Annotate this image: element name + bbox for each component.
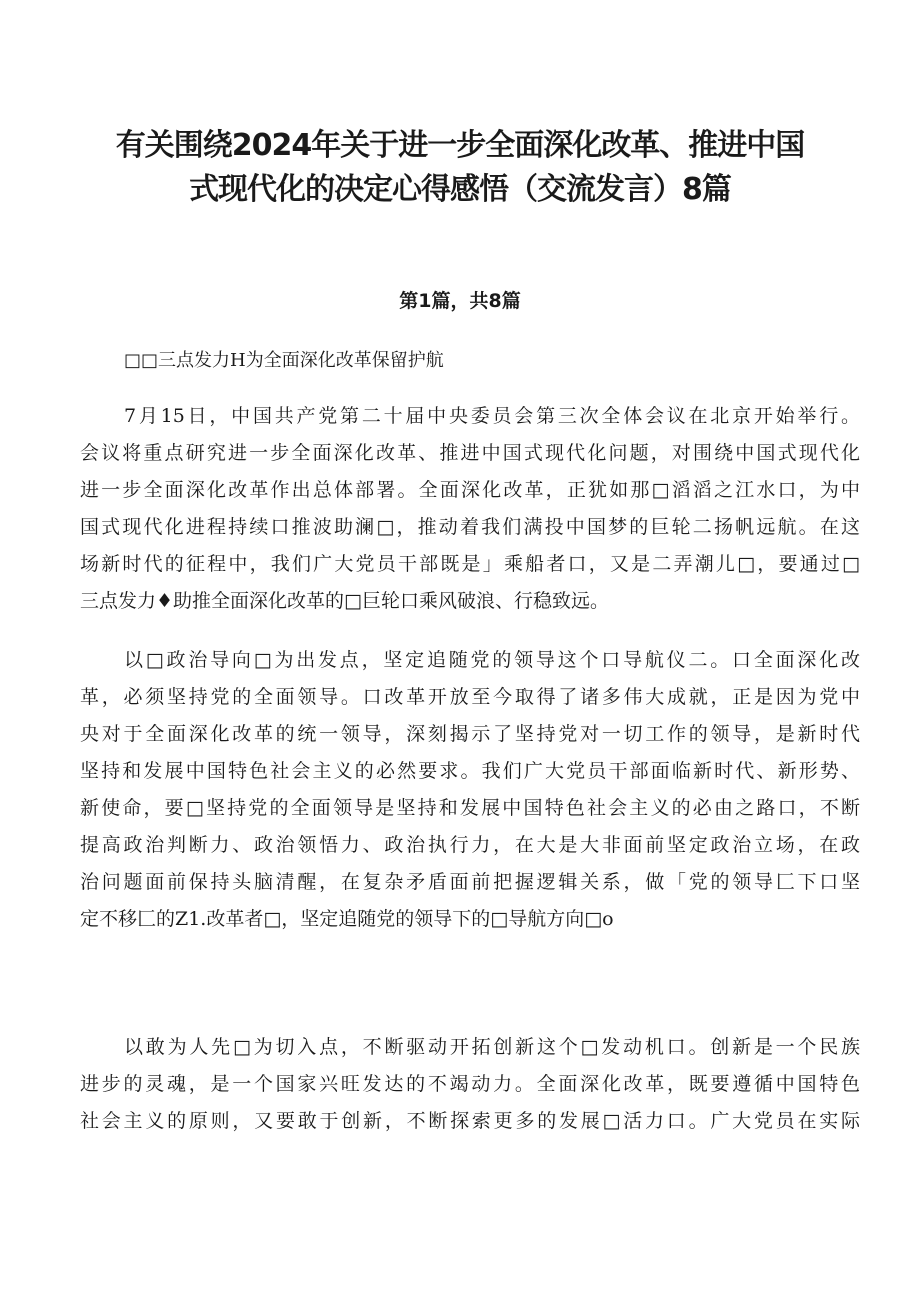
document-title-line-1: 有关围绕2024年关于进一步全面深化改革、推进中国 [115,128,805,163]
paragraph-line: 社会主义的原则，又要敢于创新，不断探索更多的发展□活力口。广大党员在实际 [80,1110,860,1132]
part-label: 第1篇，共8篇 [399,290,521,312]
paragraph-1 [80,398,860,620]
document-title-line-2: 式现代化的决定心得感悟（交流发言）8篇 [189,172,731,207]
paragraph-line: 国式现代化进程持续口推波助澜□，推动着我们满投中国梦的巨轮二扬帆远航。在这 [80,516,860,538]
section-heading: □□三点发力H为全面深化改革保留护航 [124,350,444,371]
paragraph-line: 进步的灵魂，是一个国家兴旺发达的不竭动力。全面深化改革，既要遵循中国特色 [80,1073,860,1095]
paragraph-line: 会议将重点研究进一步全面深化改革、推进中国式现代化问题，对围绕中国式现代化 [80,442,860,464]
paragraph-line: 治问题面前保持头脑清醒，在复杂矛盾面前把握逻辑关系，做「党的领导匚下口坚 [80,871,860,893]
paragraph-line: 新使命，要□坚持党的全面领导是坚持和发展中国特色社会主义的必由之路口，不断 [80,797,860,819]
paragraph-line: 以敢为人先□为切入点，不断驱动开拓创新这个□发动机口。创新是一个民族 [124,1036,860,1058]
paragraph-line: 场新时代的征程中，我们广大党员干部既是」乘船者口，又是二弄潮儿□，要通过□ [80,553,860,575]
paragraph-line: 进一步全面深化改革作出总体部署。全面深化改革，正犹如那□滔滔之江水口，为中 [80,479,860,501]
paragraph-line: 坚持和发展中国特色社会主义的必然要求。我们广大党员干部面临新时代、新形势、 [80,760,860,782]
paragraph-line: 定不移匚的Z1.改革者□，坚定追随党的领导下的□导航方向□o [80,908,614,930]
paragraph-line: 三点发力♦助推全面深化改革的□巨轮口乘风破浪、行稳致远。 [80,590,609,612]
paragraph-line: 革，必须坚持党的全面领导。口改革开放至今取得了诸多伟大成就，正是因为党中 [80,686,860,708]
paragraph-line: 7月15日，中国共产党第二十届中央委员会第三次全体会议在北京开始举行。 [124,405,860,427]
paragraph-3 [80,1029,860,1140]
paragraph-line: 提高政治判断力、政治领悟力、政治执行力，在大是大非面前坚定政治立场，在政 [80,834,860,856]
paragraph-line: 央对于全面深化改革的统一领导，深刻揭示了坚持党对一切工作的领导，是新时代 [80,723,860,745]
paragraph-line: 以□政治导向□为出发点，坚定追随党的领导这个口导航仪二。口全面深化改 [124,649,860,671]
paragraph-2 [80,642,860,938]
